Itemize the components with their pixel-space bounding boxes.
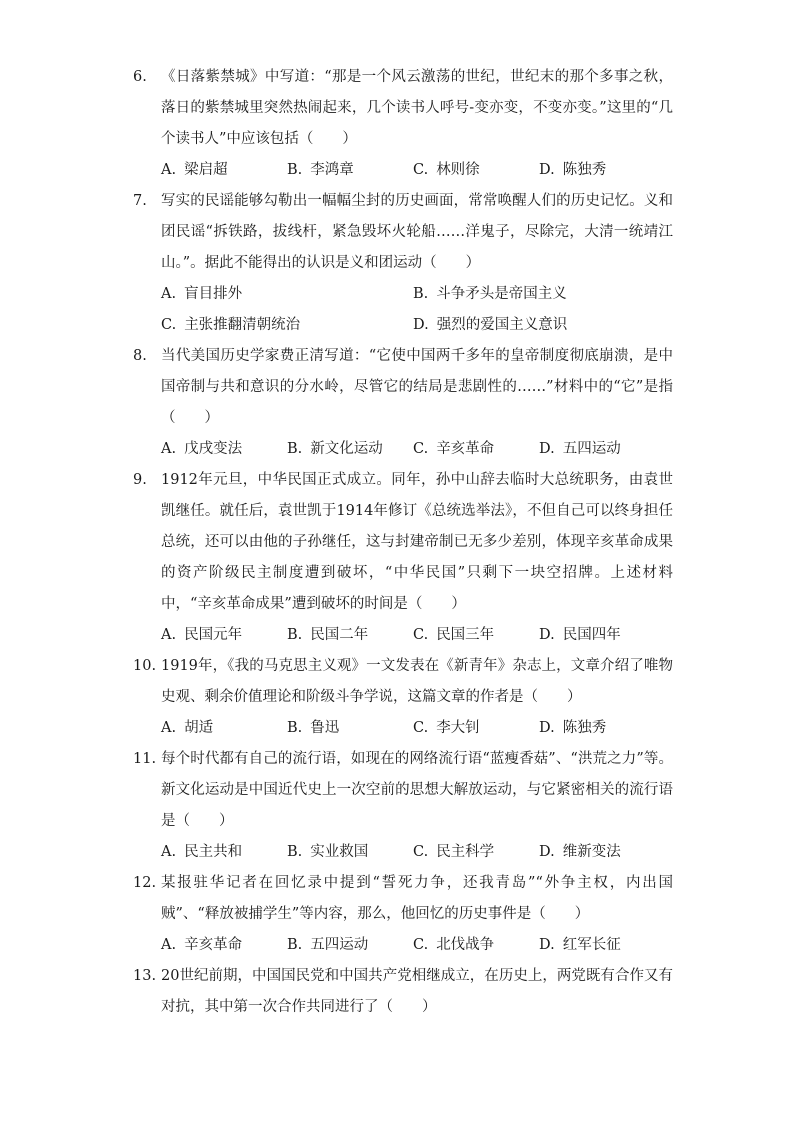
option-b[interactable]: B. 鲁迅 xyxy=(287,720,340,736)
option-a[interactable]: A. 胡适 xyxy=(161,720,214,736)
option-list xyxy=(133,713,673,744)
option-c[interactable]: C. 林则徐 xyxy=(413,162,480,178)
question-text: 某报驻华记者在回忆录中提到“誓死力争，还我青岛”“外争主权，内出国贼”、“释放被捕学生”等内容，那么，他回忆的历史事件是（ ） xyxy=(161,875,673,922)
option-b[interactable]: B. 斗争矛头是帝国主义 xyxy=(413,286,567,302)
question-number: 13. xyxy=(133,968,157,984)
question-text: 1919年，《我的马克思主义观》一文发表在《新青年》杂志上，文章介绍了唯物史观、剩余价值理论和阶级斗争学说，这篇文章的作者是（ ） xyxy=(161,658,673,705)
option-b[interactable]: B. 新文化运动 xyxy=(287,441,383,457)
option-a[interactable]: A. 辛亥革命 xyxy=(161,937,243,953)
question-text: 20世纪前期，中国国民党和中国共产党相继成立，在历史上，两党既有合作又有对抗，其中第一次合作共同进行了（ ） xyxy=(161,968,673,1015)
option-a[interactable]: A. 盲目排外 xyxy=(161,286,243,302)
question-7 xyxy=(133,186,673,341)
question-12 xyxy=(133,868,673,961)
option-list xyxy=(133,279,673,341)
question-number: 10. xyxy=(133,658,157,674)
option-c[interactable]: C. 辛亥革命 xyxy=(413,441,495,457)
option-b[interactable]: B. 实业救国 xyxy=(287,844,369,860)
option-d[interactable]: D. 强烈的爱国主义意识 xyxy=(413,317,568,333)
option-c[interactable]: C. 民主科学 xyxy=(413,844,495,860)
option-d[interactable]: D. 民国四年 xyxy=(539,627,621,643)
option-list xyxy=(133,837,673,868)
question-text: 当代美国历史学家费正清写道：“它使中国两千多年的皇帝制度彻底崩溃，是中国帝制与共和意识的分水岭，尽管它的结局是悲剧性的……”材料中的“它”是指（ ） xyxy=(161,348,673,426)
question-stem xyxy=(133,62,673,155)
option-d[interactable]: D. 红军长征 xyxy=(539,937,621,953)
question-9 xyxy=(133,465,673,651)
option-a[interactable]: A. 民国元年 xyxy=(161,627,243,643)
question-text: 每个时代都有自己的流行语，如现在的网络流行语“蓝瘦香菇”、“洪荒之力”等。新文化运动是中国近代史上一次空前的思想大解放运动，与它紧密相关的流行语是（ ） xyxy=(161,751,673,829)
question-6 xyxy=(133,62,673,186)
question-number: 7. xyxy=(133,193,147,209)
option-list xyxy=(133,434,673,465)
option-a[interactable]: A. 戊戌变法 xyxy=(161,441,243,457)
option-d[interactable]: D. 维新变法 xyxy=(539,844,621,860)
option-b[interactable]: B. 民国二年 xyxy=(287,627,369,643)
option-a[interactable]: A. 梁启超 xyxy=(161,162,228,178)
question-number: 9. xyxy=(133,472,147,488)
question-10 xyxy=(133,651,673,744)
question-text: 1912年元旦，中华民国正式成立。同年，孙中山辞去临时大总统职务，由袁世凯继任。就任后，袁世凯于1914年修订《总统选举法》，不但自己可以终身担任总统，还可以由他的子孙继任，这与封建帝制已无多少差别，体现辛亥革命成果的资产阶级民主制度遭到破坏，“中华民国”只剩下一块空招牌。上述材料中，“辛亥革命成果”遭到破坏的时间是（ ） xyxy=(161,472,673,612)
option-d[interactable]: D. 陈独秀 xyxy=(539,162,607,178)
question-list xyxy=(133,62,673,1023)
option-list xyxy=(133,620,673,651)
question-stem xyxy=(133,744,673,837)
question-stem xyxy=(133,465,673,620)
question-stem xyxy=(133,651,673,713)
question-number: 11. xyxy=(133,751,157,767)
option-list xyxy=(133,930,673,961)
option-c[interactable]: C. 民国三年 xyxy=(413,627,495,643)
question-13 xyxy=(133,961,673,1023)
option-list xyxy=(133,155,673,186)
option-a[interactable]: A. 民主共和 xyxy=(161,844,243,860)
option-d[interactable]: D. 陈独秀 xyxy=(539,720,607,736)
question-stem xyxy=(133,341,673,434)
question-text: 《日落紫禁城》中写道：“那是一个风云激荡的世纪，世纪末的那个多事之秋，落日的紫禁城里突然热闹起来，几个读书人呼号-变亦变，不变亦变。”这里的“几个读书人”中应该包括（ ） xyxy=(161,69,673,147)
question-stem xyxy=(133,961,673,1023)
option-c[interactable]: C. 北伐战争 xyxy=(413,937,495,953)
question-stem xyxy=(133,868,673,930)
option-d[interactable]: D. 五四运动 xyxy=(539,441,621,457)
question-number: 6. xyxy=(133,69,147,85)
option-c[interactable]: C. 主张推翻清朝统治 xyxy=(161,317,301,333)
question-stem xyxy=(133,186,673,279)
question-11 xyxy=(133,744,673,868)
question-text: 写实的民谣能够勾勒出一幅幅尘封的历史画面，常常唤醒人们的历史记忆。义和团民谣“拆铁路，拔线杆，紧急毁坏火轮船……洋鬼子，尽除完，大清一统靖江山。”。据此不能得出的认识是义和团运动（ ） xyxy=(161,193,673,271)
question-number: 8. xyxy=(133,348,147,364)
option-b[interactable]: B. 李鸿章 xyxy=(287,162,354,178)
option-c[interactable]: C. 李大钊 xyxy=(413,720,480,736)
question-number: 12. xyxy=(133,875,157,891)
option-b[interactable]: B. 五四运动 xyxy=(287,937,369,953)
question-8 xyxy=(133,341,673,465)
